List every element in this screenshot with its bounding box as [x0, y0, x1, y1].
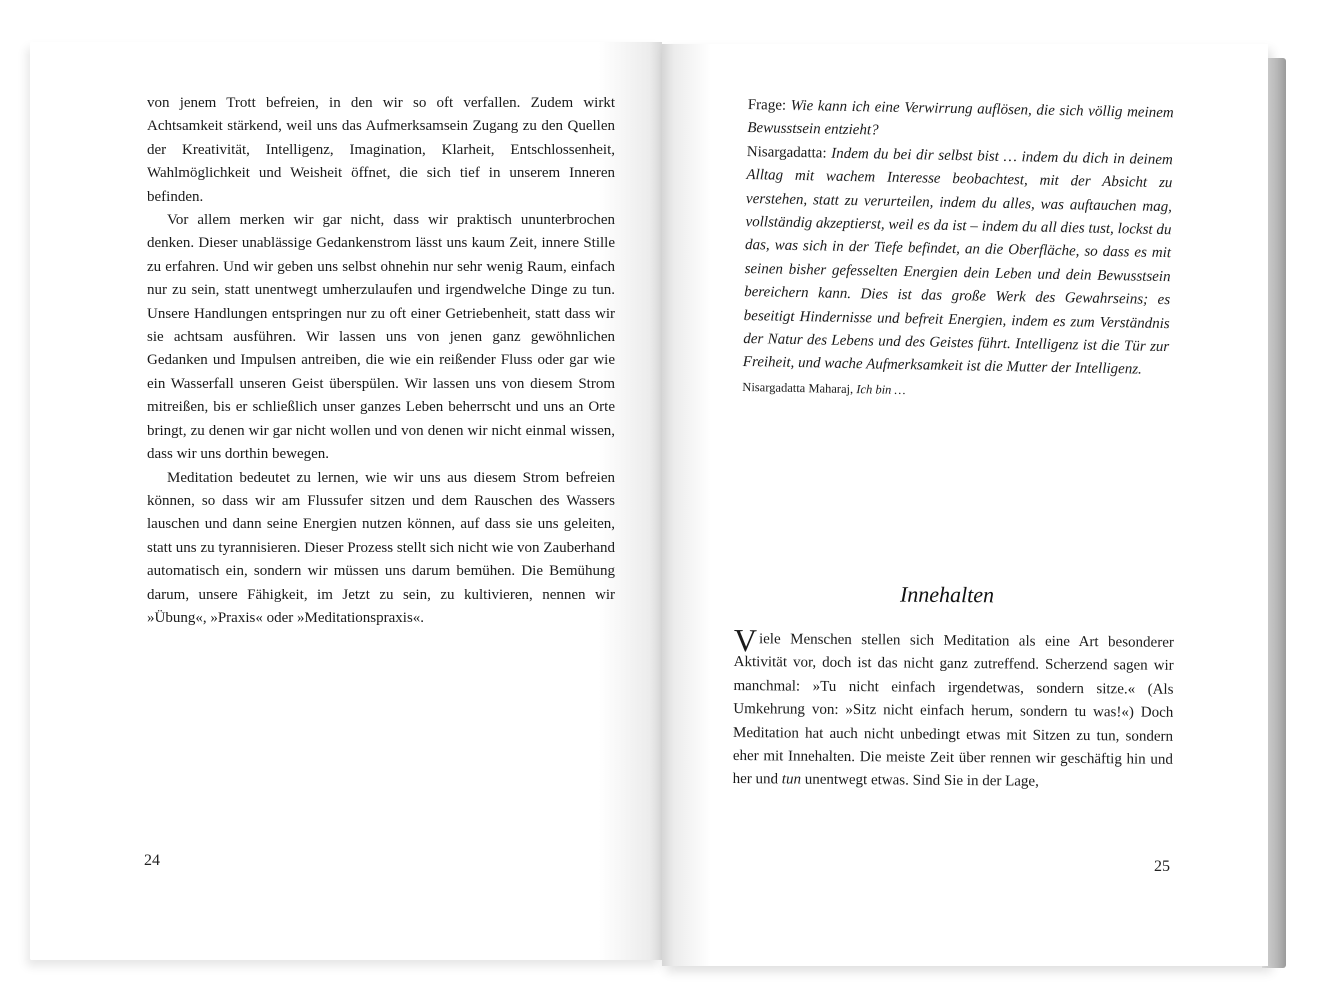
emphasis-text: tun [781, 771, 802, 789]
drop-cap: V [733, 622, 758, 659]
epigraph-quote [742, 94, 1174, 405]
left-page-text [147, 92, 615, 630]
section-heading: Innehalten [899, 581, 995, 608]
body-text-end: unentwegt etwas. Sind Sie in der Lage, [800, 772, 1039, 791]
page-number-right: 25 [1154, 858, 1170, 875]
left-page [30, 42, 662, 960]
paragraph: Vor allem merken wir gar nicht, dass wir praktisch ununterbrochen denken. Dieser unablässige Gedankenstrom lässt uns kaum Zeit, innere Stille zu erfahren. Und wir geben uns selbst ohnehin nur sehr wenig Raum, einfach nur zu sein, statt unentwegt umherzulaufen und irgendwelche Dinge zu tun. Unsere Handlungen entspringen nur zu oft einer Getriebenheit, statt dass wir sie achtsam ausführen. Wir lassen uns von jenen ganz gewöhnlichen Gedanken und Impulsen antreiben, die wie ein reißender Fluss oder gar wie ein Wasserfall unseren Geist überspülen. Wir lassen uns von diesem Strom mitreißen, bis er schließlich unser ganzes Leben beherrscht und uns an Orte bringt, zu denen wir gar nicht wollen und von denen wir nicht einmal wissen, dass wir uns dorthin bewegen. [147, 212, 615, 463]
body-text: iele Menschen stellen sich Meditation als eine Art besonderer Aktivität vor, doch ist das nicht ganz zutreffend. Scherzend sagen wir manchmal: »Tu nicht einfach irgendetwas, sondern sitze.« (Als Umkehrung von: »Sitz nicht einfach herum, sondern tu was!«) Doch Meditation hat auch nicht unbedingt etwas mit Sitzen zu tun, sondern eher mit Innehalten. Die meiste Zeit über rennen wir geschäftig hin und her und [732, 631, 1174, 788]
answer-text: Indem du bei dir selbst bist … indem du dich in deinem Alltag mit wachem Interesse beobachtest, mit der Absicht zu verstehen, statt zu verurteilen, indem du alles, was auftauchen mag, vollständig akzeptierst, weil es da ist – indem du all dies tust, lockst du das, was sich in der Tiefe befindet, an die Oberfläche, so dass es mit seinen bisher gefesselten Energien dein Leben und dein Bewusstsein bereichern kann. Dies ist das große Werk des Gewahrseins; es beseitigt Hindernisse und befreit Energien, indem es zum Verständnis der Natur des Lebens und des Geistes führt. Intelligenz ist die Tür zur Freiheit, und wache Aufmerksamkeit ist die Mutter der Intelligenz. [742, 145, 1173, 379]
source-title: Ich bin … [856, 382, 906, 397]
quote-question [747, 94, 1174, 149]
paragraph [732, 622, 1174, 796]
quote-answer [743, 141, 1173, 383]
question-label: Frage: [747, 96, 791, 114]
source-author: Nisargadatta Maharaj, [742, 379, 857, 397]
paragraph: von jenem Trott befreien, in den wir so oft verfallen. Zudem wirkt Achtsamkeit stärkend, weil uns das Aufmerksamsein Zugang zu den Quellen der Kreativität, Intelligenz, Imagination, Klarheit, Entschlossenheit, Wahlmöglichkeit und Weisheit öffnet, die sich tief in unserem Inneren befinden. [147, 95, 615, 205]
right-page [662, 44, 1268, 966]
paragraph: Meditation bedeutet zu lernen, wie wir uns aus diesem Strom befreien können, so dass wir am Flussufer sitzen und dem Rauschen des Wassers lauschen und dann seine Energien nutzen können, auf dass sie uns geleiten, statt uns zu tyrannisieren. Dieser Prozess stellt sich nicht wie von Zauberhand automatisch ein, sondern wir müssen uns darum bemühen. Die Bemühung darum, unsere Fähigkeit, im Jetzt zu sein, zu kultivieren, nennen wir »Übung«, »Praxis« oder »Meditationspraxis«. [147, 469, 615, 626]
answer-label: Nisargadatta: [746, 143, 832, 162]
right-page-body [732, 622, 1174, 796]
question-text: Wie kann ich eine Verwirrung auflösen, die sich völlig meinem Bewusstsein entzieht? [747, 97, 1174, 139]
page-number-left: 24 [144, 852, 160, 869]
